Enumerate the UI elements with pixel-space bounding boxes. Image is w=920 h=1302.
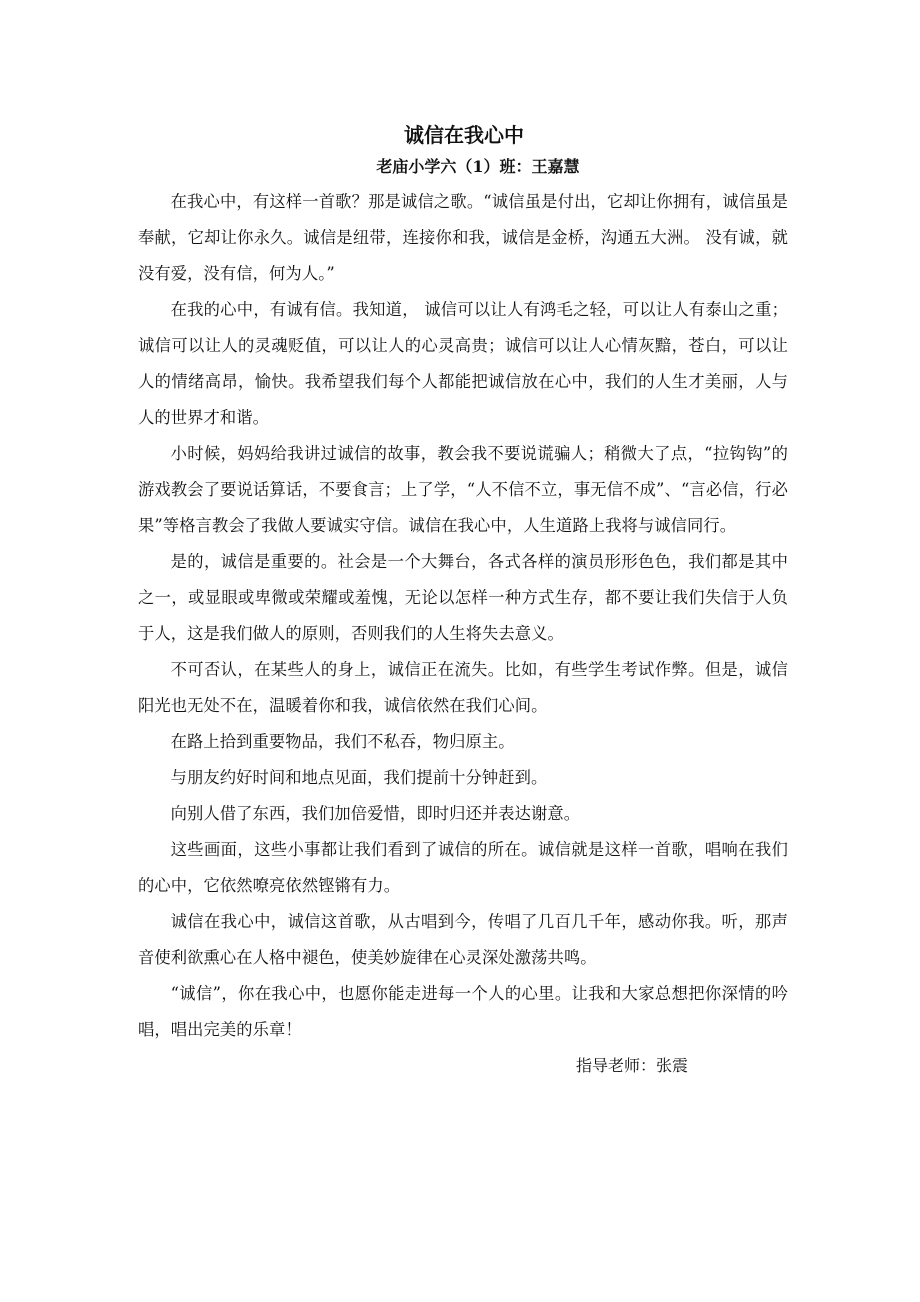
paragraph-11: “诚信”，你在我心中，也愿你能走进每一个人的心里。让我和大家总想把你深情的吟唱，唱出完美的乐章！ xyxy=(138,984,788,1039)
paragraph-7: 与朋友约好时间和地点见面，我们提前十分钟赶到。 xyxy=(170,768,548,787)
author-line: 老庙小学六（1）班：王嘉慧 xyxy=(376,157,580,176)
page-title: 诚信在我心中 xyxy=(404,123,524,147)
paragraph-6: 在路上拾到重要物品，我们不私吞，物归原主。 xyxy=(170,732,515,751)
paragraph-10: 诚信在我心中，诚信这首歌，从古唱到今，传唱了几百几千年，感动你我。听，那声音使利欲熏心在人格中褪色，使美妙旋律在心灵深处激荡共鸣。 xyxy=(138,912,788,967)
teacher-signature: 指导老师：张震 xyxy=(575,1056,688,1075)
paragraph-5: 不可否认，在某些人的身上，诚信正在流失。比如，有些学生考试作弊。但是，诚信阳光也无处不在，温暖着你和我，诚信依然在我们心间。 xyxy=(138,660,788,715)
paragraph-3: 小时候，妈妈给我讲过诚信的故事，教会我不要说谎骗人；稍微大了点，“拉钩钩”的游戏教会了要说话算话，不要食言；上了学，“人不信不立，事无信不成”、“言必信，行必果”等格言教会了我做人要诚实守信。诚信在我心中，人生道路上我将与诚信同行。 xyxy=(138,444,788,535)
paragraph-1: 在我心中，有这样一首歌？那是诚信之歌。“诚信虽是付出，它却让你拥有，诚信虽是奉献，它却让你永久。诚信是纽带，连接你和我，诚信是金桥，沟通五大洲。 没有诚，就没有爱，没有信，何为人。” xyxy=(138,192,788,283)
paragraph-4: 是的，诚信是重要的。社会是一个大舞台，各式各样的演员形形色色，我们都是其中之一，或显眼或卑微或荣耀或羞愧，无论以怎样一种方式生存，都不要让我们失信于人负于人，这是我们做人的原则，否则我们的人生将失去意义。 xyxy=(138,552,788,643)
paragraph-9: 这些画面，这些小事都让我们看到了诚信的所在。诚信就是这样一首歌，唱响在我们的心中，它依然嘹亮依然铿锵有力。 xyxy=(138,840,788,895)
paragraph-8: 向别人借了东西，我们加倍爱惜，即时归还并表达谢意。 xyxy=(170,804,581,823)
document-page xyxy=(138,118,788,1084)
paragraph-2: 在我的心中，有诚有信。我知道， 诚信可以让人有鸿毛之轻，可以让人有泰山之重；诚信可以让人的灵魂贬值，可以让人的心灵高贵；诚信可以让人心情灰黯，苍白，可以让人的情绪高昂，愉快。我希望我们每个人都能把诚信放在心中，我们的人生才美丽，人与人的世界才和谐。 xyxy=(138,300,788,427)
